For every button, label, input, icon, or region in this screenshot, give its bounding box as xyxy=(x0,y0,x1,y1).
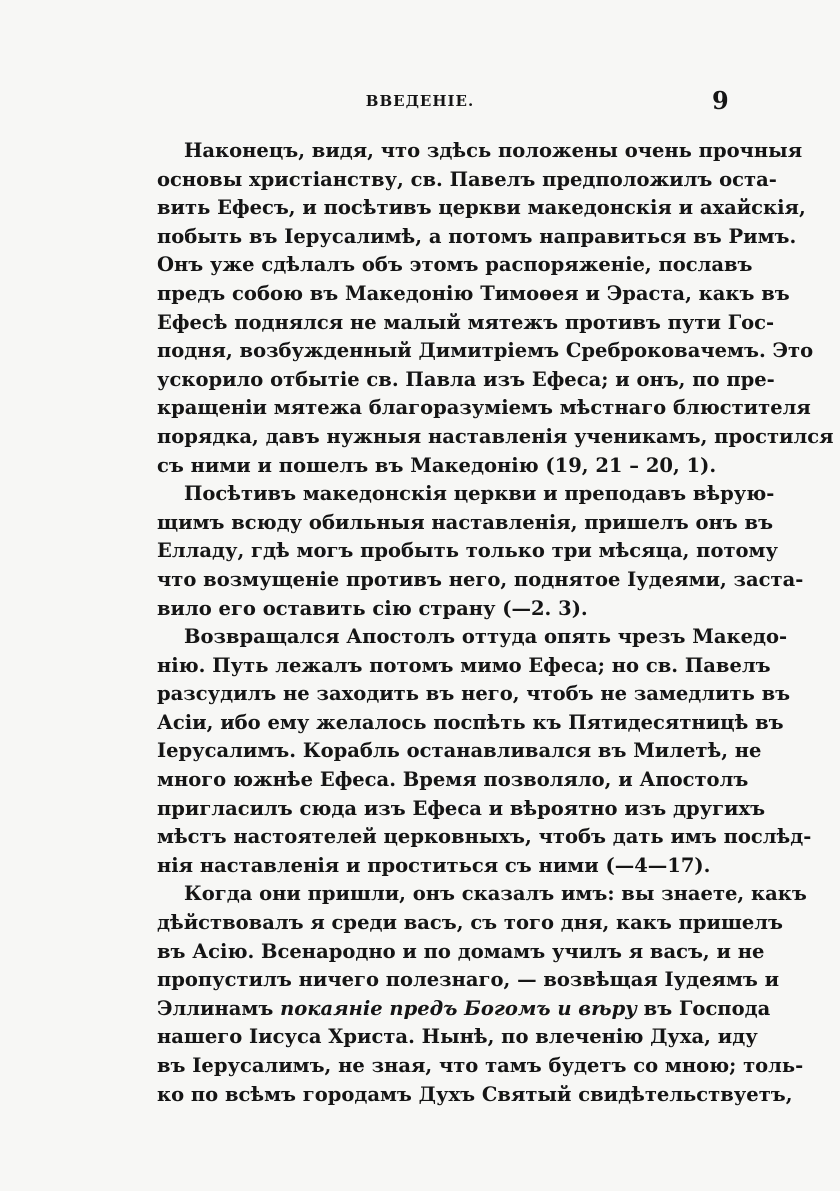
text-line: Возвращался Апостолъ оттуда опять чрезъ Македо- xyxy=(184,625,788,649)
text-line: нію. Путь лежалъ потомъ мимо Ефеса; но св. Павелъ xyxy=(157,653,771,677)
text-line: ко по всѣмъ городамъ Духъ Святый свидѣтельствуетъ, xyxy=(157,1082,793,1106)
text-line: побыть въ Іерусалимѣ, а потомъ направиться въ Римъ. xyxy=(157,224,797,248)
page-number: 9 xyxy=(712,86,729,115)
text-run: въ Господа xyxy=(643,996,771,1020)
text-line: основы христіанству, св. Павелъ предположилъ оста- xyxy=(157,167,777,191)
text-line: въ Іерусалимъ, не зная, что тамъ будетъ со мною; толь- xyxy=(157,1054,804,1077)
text-line: Наконецъ, видя, что здѣсь положены очень прочныя xyxy=(184,139,803,162)
paragraph-1 xyxy=(157,137,834,480)
text-line: предъ собою въ Македонію Тимоѳея и Эраста, какъ въ xyxy=(157,281,790,305)
text-line: Елладу, гдѣ могъ пробыть только три мѣсяца, потому xyxy=(157,539,778,563)
text-line: Когда они пришли, онъ сказалъ имъ: вы знаете, какъ xyxy=(184,882,807,906)
text-line: ускорило отбытіе св. Павла изъ Ефеса; и онъ, по пре- xyxy=(157,367,775,391)
text-run: Эллинамъ xyxy=(157,996,274,1020)
running-header: ВВЕДЕНІЕ. xyxy=(365,92,475,110)
text-line: щимъ всюду обильныя наставленія, пришелъ онъ въ xyxy=(157,510,774,534)
text-line-with-emphasis xyxy=(157,995,771,1024)
text-line: дѣйствовалъ я среди васъ, съ того дня, какъ пришелъ xyxy=(157,911,784,935)
text-line: съ ними и пошелъ въ Македонію (19, 21 – 20, 1). xyxy=(157,453,717,477)
text-line: вить Ефесъ, и посѣтивъ церкви македонскія и ахайскія, xyxy=(157,196,806,220)
text-line: много южнѣе Ефеса. Время позволяло, и Апостолъ xyxy=(157,768,749,792)
text-line: мѣстъ настоятелей церковныхъ, чтобъ дать имъ послѣд- xyxy=(157,825,812,849)
text-line: подня, возбужденный Димитріемъ Среброковачемъ. Это xyxy=(157,339,814,363)
text-line: нашего Іисуса Христа. Нынѣ, по влеченію Духа, иду xyxy=(157,1025,758,1049)
page-body xyxy=(157,137,834,1109)
text-line: порядка, давъ нужныя наставленія ученикамъ, простился xyxy=(157,424,834,448)
text-line: Посѣтивъ македонскія церкви и преподавъ вѣрую- xyxy=(184,482,775,506)
paragraph-4 xyxy=(157,880,807,1109)
text-line: пропустилъ ничего полезнаго, — возвѣщая Іудеямъ и xyxy=(157,968,780,992)
text-line: Ефесѣ поднялся не малый мятежъ противъ пути Гос- xyxy=(157,310,775,334)
text-line: Асіи, ибо ему желалось поспѣть къ Пятидесятницѣ въ xyxy=(157,710,784,734)
paragraph-3 xyxy=(157,623,812,880)
text-line: кращеніи мятежа благоразуміемъ мѣстнаго блюстителя xyxy=(157,396,811,420)
text-line: что возмущеніе противъ него, поднятое Іудеями, заста- xyxy=(157,567,804,591)
text-line: нія наставленія и проститься съ ними (—4—17). xyxy=(157,853,711,877)
text-line: разсудилъ не заходить въ него, чтобъ не замедлить въ xyxy=(157,682,791,706)
text-line: Онъ уже сдѣлалъ объ этомъ распоряженіе, пославъ xyxy=(157,253,753,277)
italic-emphasis: покаяніе предъ Богомъ и вѣру xyxy=(280,996,637,1020)
text-line: Іерусалимъ. Корабль останавливался въ Милетѣ, не xyxy=(157,739,762,763)
paragraph-2 xyxy=(157,480,804,623)
text-line: пригласилъ сюда изъ Ефеса и вѣроятно изъ другихъ xyxy=(157,796,766,820)
text-line: вило его оставить сію страну (—2. 3). xyxy=(157,596,588,620)
text-line: въ Асію. Всенародно и по домамъ училъ я васъ, и не xyxy=(157,939,765,963)
